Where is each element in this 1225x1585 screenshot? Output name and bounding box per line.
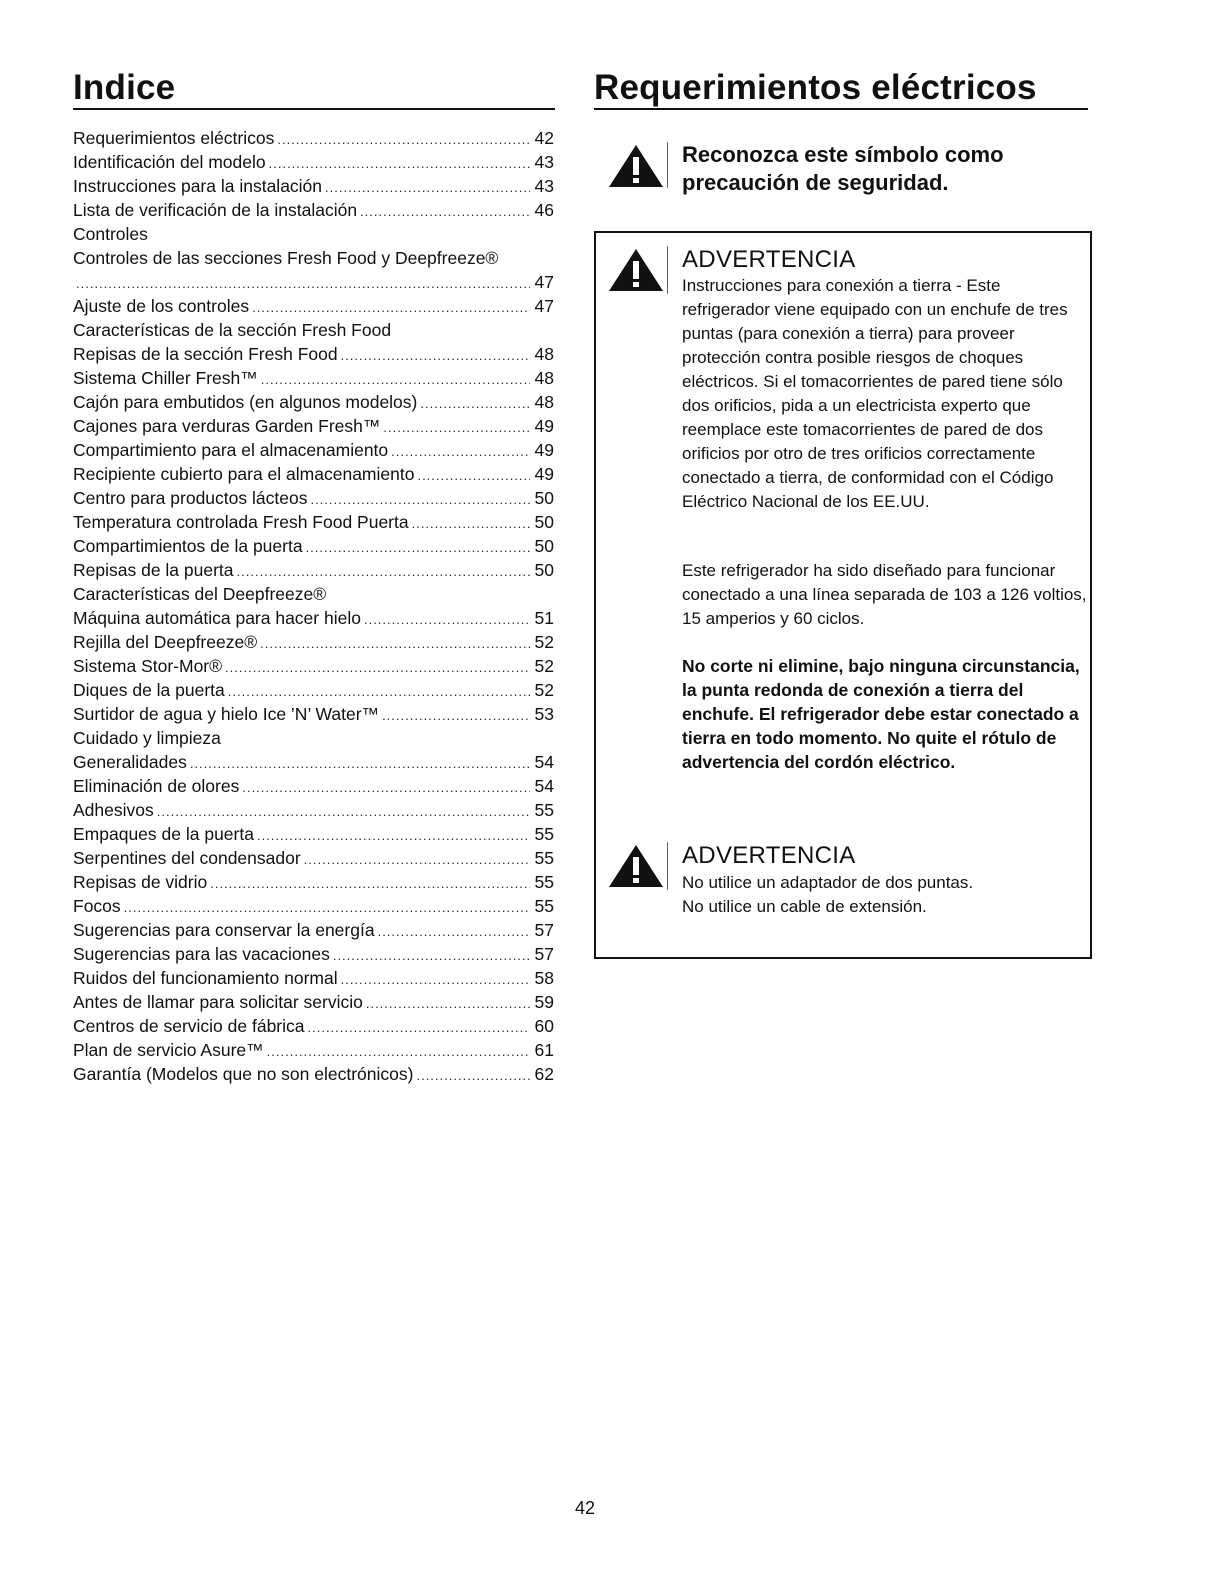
toc-entry-label: Lista de verificación de la instalación (73, 200, 358, 220)
toc-entry-page: 50 (534, 536, 554, 556)
toc-entry (73, 1062, 554, 1086)
grounding-instructions: Instrucciones para conexión a tierra - Este refrigerador viene equipado con un enchufe de tres puntas (para conexión a tierra) para proveer protección contra posible riesgos de choques eléctricos. Si el tomacorrientes de pared tiene sólo dos orificios, pida a un electricista experto que reemplace este tomacorrientes de pared de dos orificios por otro de tres orificios correctamente conectado a tierra, de conformidad con el Código Eléctrico Nacional de los EE.UU. (682, 276, 1068, 511)
toc-dot-leader (261, 368, 530, 390)
toc-entry-label: Requerimientos eléctricos (73, 128, 275, 148)
toc-dot-leader (310, 488, 530, 510)
toc-entry-page: 54 (534, 752, 554, 772)
toc-entry (73, 438, 554, 462)
toc-entry-page: 42 (534, 128, 554, 148)
toc-entry-page: 52 (534, 680, 554, 700)
toc-entry-label: Garantía (Modelos que no son electrónicos) (73, 1064, 414, 1084)
toc-entry-label: Máquina automática para hacer hielo (73, 608, 361, 628)
toc-dot-leader (325, 176, 530, 198)
toc-entry-label: Serpentines del condensador (73, 848, 301, 868)
toc-entry (73, 1038, 554, 1062)
toc-dot-leader (341, 968, 530, 990)
toc-entry-page: 48 (534, 368, 554, 388)
toc-dot-leader (267, 1040, 530, 1062)
toc-entry-label: Repisas de la sección Fresh Food (73, 344, 338, 364)
toc-entry-label: Empaques de la puerta (73, 824, 254, 844)
toc-dot-leader (333, 944, 530, 966)
toc-entry-label: Temperatura controlada Fresh Food Puerta (73, 512, 409, 532)
toc-entry (73, 750, 554, 774)
toc-entry-page: 53 (534, 704, 554, 724)
toc-entry-label: Instrucciones para la instalación (73, 176, 323, 196)
warning-title: ADVERTENCIA (682, 246, 856, 273)
electrical-title: Requerimientos eléctricos (594, 68, 1037, 107)
toc-entry-label: Sugerencias para conservar la energía (73, 920, 375, 940)
toc-entry (73, 846, 554, 870)
toc-section-heading: Controles (73, 224, 148, 244)
toc-entry-page: 54 (534, 776, 554, 796)
toc-entry-page: 52 (534, 656, 554, 676)
toc-dot-leader (366, 992, 530, 1014)
toc-entry-page: 59 (534, 992, 554, 1012)
toc-section-heading: Controles de las secciones Fresh Food y Deepfreeze® (73, 248, 499, 268)
toc-entry-label: Recipiente cubierto para el almacenamiento (73, 464, 415, 484)
toc-dot-leader (417, 464, 530, 486)
toc-entry-page: 49 (534, 416, 554, 436)
electrical-title-rule (594, 108, 1088, 110)
toc-dot-leader (124, 896, 530, 918)
toc-entry-label: Focos (73, 896, 121, 916)
symbol-divider (667, 142, 668, 188)
toc-dot-leader (237, 560, 530, 582)
toc-entry-page: 50 (534, 488, 554, 508)
toc-entry (73, 150, 554, 174)
toc-entry-page: 52 (534, 632, 554, 652)
grounding-warning-bold: No corte ni elimine, bajo ninguna circunstancia, la punta redonda de conexión a tierra del enchufe. El refrigerador debe estar conectado a tierra en todo momento. No quite el rótulo de advertencia del cordón eléctrico. (682, 656, 1080, 772)
toc-entry-label: Sistema Chiller Fresh™ (73, 368, 258, 388)
toc-entry-label: Ajuste de los controles (73, 296, 250, 316)
toc-entry-page: 61 (534, 1040, 554, 1060)
toc-section-heading: Características de la sección Fresh Food (73, 320, 392, 340)
toc-entry (73, 366, 554, 390)
adapter-warning: No utilice un adaptador de dos puntas. (682, 873, 974, 892)
toc-entry (73, 822, 554, 846)
toc-entry (73, 270, 554, 294)
toc-entry-label: Sugerencias para las vacaciones (73, 944, 330, 964)
toc-entry-label: Cajones para verduras Garden Fresh™ (73, 416, 381, 436)
page-number: 42 (574, 1498, 596, 1518)
toc-entry-label: Ruidos del funcionamiento normal (73, 968, 338, 988)
warning-divider (667, 842, 668, 890)
toc-entry (73, 798, 554, 822)
toc-entry-label: Centros de servicio de fábrica (73, 1016, 305, 1036)
toc-entry (73, 894, 554, 918)
toc-entry-label: Repisas de la puerta (73, 560, 234, 580)
toc-entry-label: Compartimiento para el almacenamiento (73, 440, 389, 460)
toc-entry-page: 47 (534, 272, 554, 292)
toc-entry-page: 57 (534, 944, 554, 964)
toc-dot-leader (306, 536, 530, 558)
toc-entry-label: Identificación del modelo (73, 152, 266, 172)
toc-dot-leader (157, 800, 530, 822)
toc-entry-label: Rejilla del Deepfreeze® (73, 632, 258, 652)
index-title: Indice (73, 68, 176, 107)
toc-dot-leader (383, 416, 530, 438)
toc-entry-label: Centro para productos lácteos (73, 488, 308, 508)
toc-entry-page: 49 (534, 440, 554, 460)
toc-section-heading: Cuidado y limpieza (73, 728, 221, 748)
toc-entry-page: 51 (534, 608, 554, 628)
toc-entry-page: 48 (534, 344, 554, 364)
toc-entry (73, 558, 554, 582)
toc-entry (73, 966, 554, 990)
toc-entry (73, 870, 554, 894)
toc-dot-leader (260, 632, 530, 654)
toc-entry-label: Surtidor de agua y hielo Ice ’N’ Water™ (73, 704, 380, 724)
toc-dot-leader (277, 128, 530, 150)
toc-entry (73, 390, 554, 414)
toc-entry-page: 55 (534, 800, 554, 820)
toc-entry (73, 918, 554, 942)
toc-dot-leader (76, 272, 530, 294)
toc-entry (73, 198, 554, 222)
toc-dot-leader (190, 752, 530, 774)
table-of-contents (73, 126, 554, 1086)
toc-entry-page: 62 (534, 1064, 554, 1084)
toc-dot-leader (382, 704, 530, 726)
toc-dot-leader (210, 872, 530, 894)
toc-entry (73, 126, 554, 150)
toc-entry-label: Generalidades (73, 752, 187, 772)
toc-entry (73, 1014, 554, 1038)
toc-dot-leader (391, 440, 530, 462)
toc-entry (73, 414, 554, 438)
toc-entry-page: 48 (534, 392, 554, 412)
toc-entry-page: 55 (534, 848, 554, 868)
toc-dot-leader (225, 656, 530, 678)
toc-entry-page: 49 (534, 464, 554, 484)
toc-dot-leader (304, 848, 530, 870)
toc-entry (73, 942, 554, 966)
toc-entry-page: 60 (534, 1016, 554, 1036)
toc-entry (73, 774, 554, 798)
circuit-requirements: Este refrigerador ha sido diseñado para funcionar conectado a una línea separada de 103 a 126 voltios, 15 amperios y 60 ciclos. (682, 561, 1087, 628)
toc-dot-leader (364, 608, 530, 630)
toc-entry (73, 462, 554, 486)
toc-entry (73, 534, 554, 558)
toc-dot-leader (416, 1064, 530, 1086)
toc-entry-label: Adhesivos (73, 800, 154, 820)
toc-entry (73, 606, 554, 630)
warning-triangle-icon (607, 247, 665, 293)
toc-entry-page: 43 (534, 176, 554, 196)
toc-entry-label: Compartimientos de la puerta (73, 536, 303, 556)
toc-entry-page: 55 (534, 824, 554, 844)
toc-entry (73, 294, 554, 318)
toc-entry (73, 678, 554, 702)
toc-entry-page: 47 (534, 296, 554, 316)
toc-entry-label: Sistema Stor-Mor® (73, 656, 223, 676)
toc-entry-page: 55 (534, 872, 554, 892)
toc-entry-page: 50 (534, 560, 554, 580)
warning-divider (667, 246, 668, 294)
safety-symbol-text: Reconozca este símbolo como precaución de seguridad. (682, 142, 1004, 195)
toc-entry-label: Diques de la puerta (73, 680, 225, 700)
toc-dot-leader (420, 392, 530, 414)
toc-entry (73, 702, 554, 726)
toc-dot-leader (378, 920, 530, 942)
toc-entry (73, 510, 554, 534)
toc-dot-leader (242, 776, 530, 798)
warning-triangle-icon (607, 143, 665, 189)
toc-entry (73, 990, 554, 1014)
toc-entry (73, 486, 554, 510)
toc-entry-label: Cajón para embutidos (en algunos modelos) (73, 392, 418, 412)
toc-dot-leader (412, 512, 530, 534)
toc-entry-label: Plan de servicio Asure™ (73, 1040, 264, 1060)
toc-dot-leader (252, 296, 530, 318)
toc-entry-page: 58 (534, 968, 554, 988)
toc-entry (73, 174, 554, 198)
warning-triangle-icon (607, 843, 665, 889)
index-title-rule (73, 108, 555, 110)
toc-entry-page: 57 (534, 920, 554, 940)
warning-title: ADVERTENCIA (682, 842, 856, 869)
toc-entry (73, 654, 554, 678)
extension-cord-warning: No utilice un cable de extensión. (682, 897, 927, 916)
toc-entry-label: Antes de llamar para solicitar servicio (73, 992, 363, 1012)
toc-dot-leader (341, 344, 530, 366)
toc-entry-page: 46 (534, 200, 554, 220)
toc-entry-page: 43 (534, 152, 554, 172)
toc-section-heading: Características del Deepfreeze® (73, 584, 327, 604)
toc-dot-leader (257, 824, 530, 846)
toc-dot-leader (308, 1016, 531, 1038)
toc-entry (73, 630, 554, 654)
toc-entry-page: 50 (534, 512, 554, 532)
toc-dot-leader (360, 200, 530, 222)
toc-entry-page: 55 (534, 896, 554, 916)
toc-entry-label: Repisas de vidrio (73, 872, 208, 892)
toc-entry (73, 342, 554, 366)
toc-dot-leader (228, 680, 530, 702)
toc-entry-label: Eliminación de olores (73, 776, 240, 796)
toc-dot-leader (269, 152, 530, 174)
